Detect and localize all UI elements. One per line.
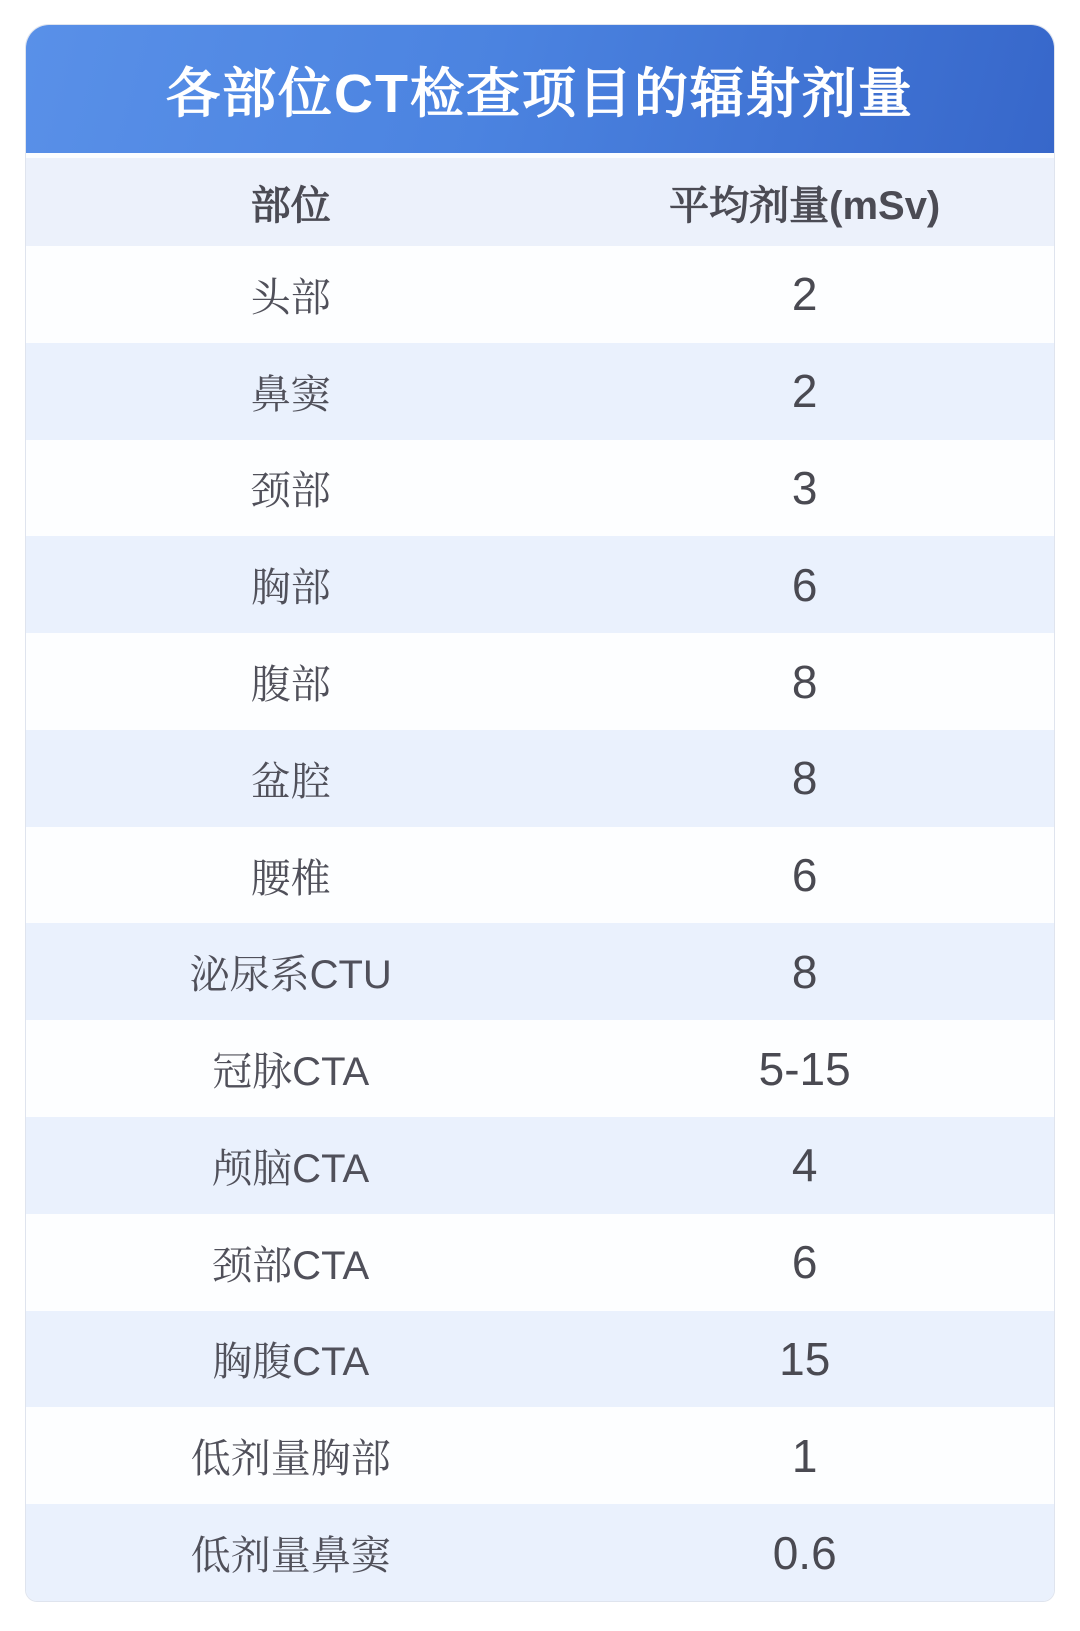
body-part-cell: 鼻窦 <box>250 372 331 417</box>
dose-value-cell: 8 <box>791 655 818 708</box>
table-row <box>26 1311 1054 1408</box>
table-body <box>26 246 1054 1601</box>
table-row <box>26 246 1054 343</box>
dose-value-cell: 2 <box>791 365 818 418</box>
table-header-row <box>26 158 1054 246</box>
body-part-cell: 颈部 <box>250 469 331 514</box>
table-row <box>26 1214 1054 1311</box>
table-row <box>26 633 1054 730</box>
body-part-cell: 腰椎 <box>250 856 331 901</box>
dose-value-cell: 2 <box>791 268 818 321</box>
dose-value-cell: 8 <box>791 752 818 805</box>
body-part-cell: 胸部 <box>250 566 331 611</box>
dose-value-cell: 3 <box>791 461 818 514</box>
body-part-cell: 颅脑CTA <box>212 1146 370 1191</box>
body-part-cell: 低剂量胸部 <box>190 1437 391 1482</box>
dose-value-cell: 6 <box>791 849 818 902</box>
table-row <box>26 1504 1054 1601</box>
dose-value-cell: 8 <box>791 945 818 998</box>
body-part-cell: 盆腔 <box>250 759 331 804</box>
dose-value-cell: 6 <box>791 1236 818 1289</box>
dose-value-cell: 15 <box>779 1332 831 1385</box>
table-row <box>26 343 1054 440</box>
table-row <box>26 827 1054 924</box>
table-row <box>26 1117 1054 1214</box>
body-part-cell: 低剂量鼻窦 <box>190 1534 391 1579</box>
table-title-band <box>26 25 1054 153</box>
body-part-cell: 头部 <box>250 275 331 320</box>
body-part-cell: 冠脉CTA <box>212 1050 370 1095</box>
body-part-cell: 腹部 <box>250 663 331 708</box>
body-part-cell: 颈部CTA <box>212 1243 370 1288</box>
table-row <box>26 440 1054 537</box>
table-row <box>26 536 1054 633</box>
table-row <box>26 1020 1054 1117</box>
ct-dose-table-card <box>25 24 1055 1602</box>
dose-value-cell: 4 <box>791 1139 818 1192</box>
dose-value-cell: 6 <box>791 558 818 611</box>
body-part-cell: 胸腹CTA <box>212 1340 370 1385</box>
column-header-average-dose: 平均剂量(mSv) <box>669 183 941 228</box>
body-part-cell: 泌尿系CTU <box>189 953 392 998</box>
column-header-body-part: 部位 <box>250 183 331 228</box>
dose-value-cell: 1 <box>791 1429 818 1482</box>
dose-value-cell: 5-15 <box>758 1042 851 1095</box>
page-title: 各部位CT检查项目的辐射剂量 <box>166 63 914 124</box>
table-row <box>26 1407 1054 1504</box>
table-row <box>26 923 1054 1020</box>
table-row <box>26 730 1054 827</box>
dose-value-cell: 0.6 <box>772 1526 837 1579</box>
